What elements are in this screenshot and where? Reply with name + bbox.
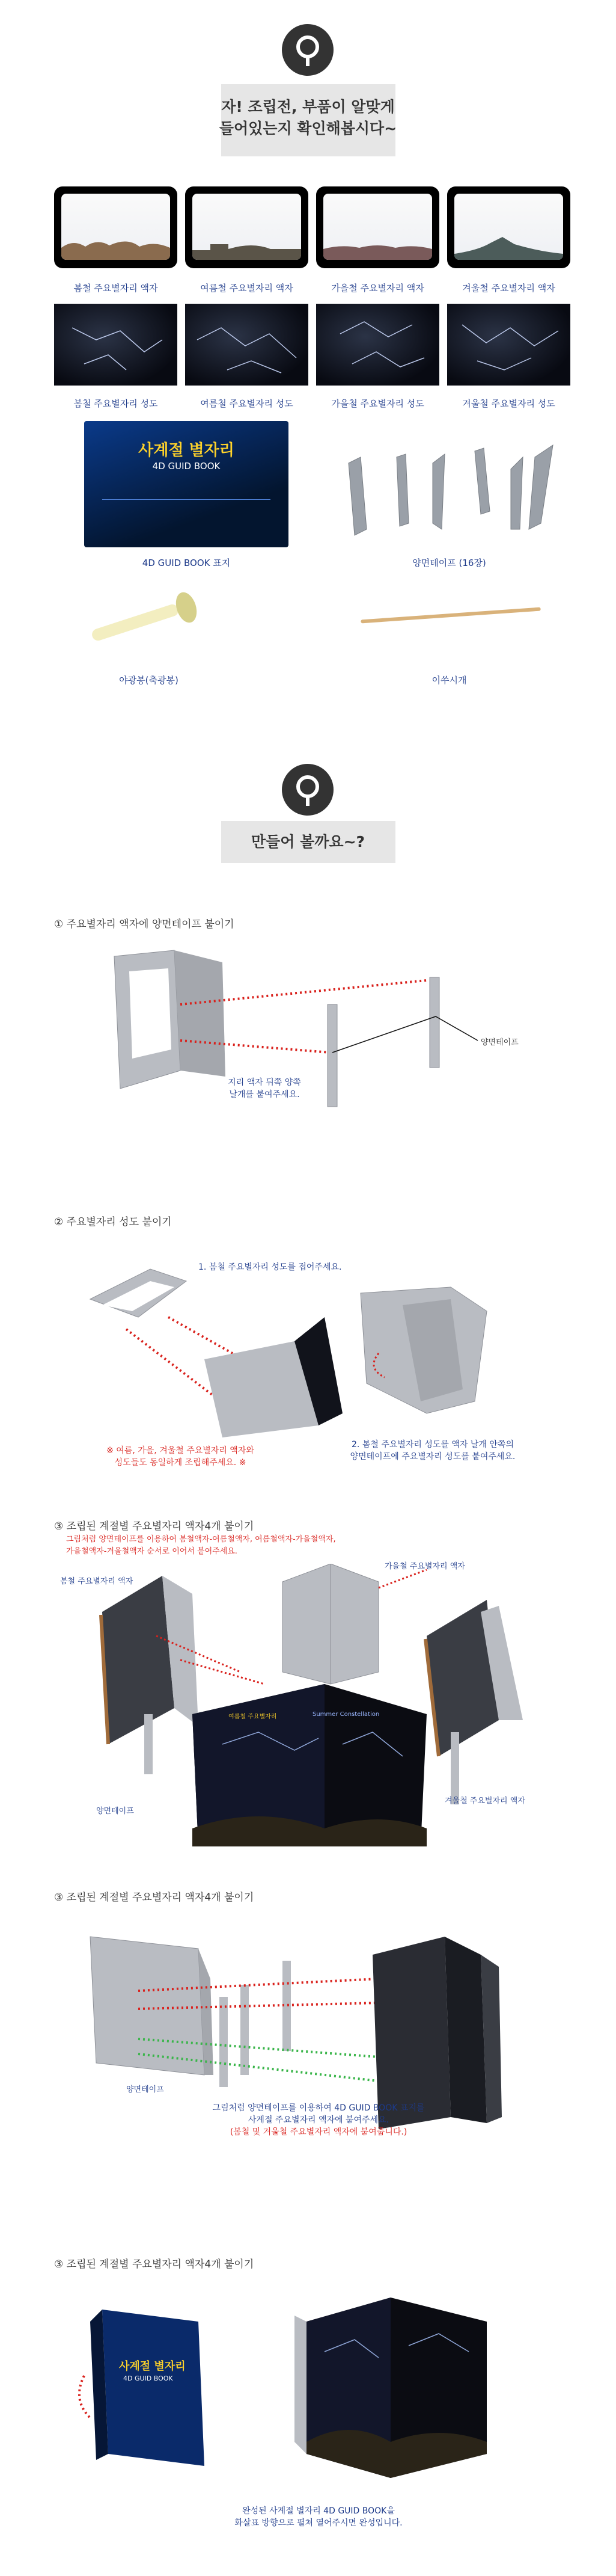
step2-red-line1: ※ 여름, 가을, 겨울철 주요별자리 액자와 <box>106 1446 254 1456</box>
parts-title-line2: 들어있는지 확인해봅시다~ <box>219 120 397 137</box>
book-cover-arc <box>102 499 270 536</box>
step5-heading: ③ 조립된 계절별 주요별자리 액자4개 붙이기 <box>54 2258 254 2270</box>
star-chart-spring <box>54 304 177 386</box>
parts-title <box>0 96 616 140</box>
step2-red-note <box>90 1445 270 1469</box>
book-cover-subtitle: 4D GUID BOOK <box>152 461 221 472</box>
toothpick-icon <box>361 607 541 624</box>
step5-note <box>180 2505 457 2529</box>
step3-label-tape: 양면테이프 <box>96 1807 134 1816</box>
light-stick-icon <box>78 583 210 662</box>
step1-tape-callout: 양면테이프 <box>481 1038 519 1047</box>
step2-heading: ② 주요별자리 성도 붙이기 <box>54 1216 172 1228</box>
frame-summer-label: 여름철 주요별자리 액자 <box>200 283 293 294</box>
step5-blue-line2: 화살표 방향으로 펼쳐 열어주시면 완성입니다. <box>234 2518 403 2528</box>
book-cover-title: 사계절 별자리 <box>138 441 234 460</box>
step3-red-line1: 그림처럼 양면테이프를 이용하여 봄철액자-여름철액자, 여름철액자-가을철액자, <box>66 1535 336 1544</box>
step2-red-line2: 성도들도 동일하게 조립해주세요. ※ <box>114 1458 246 1468</box>
step3-label-winter: 겨울철 주요별자리 액자 <box>445 1797 525 1806</box>
tape-strips-icon <box>337 439 565 541</box>
step5-book-big: 사계절 별자리 <box>119 2360 186 2373</box>
step2-instr2 <box>337 1439 529 1463</box>
step1-note <box>204 1077 325 1101</box>
tape-label: 양면테이프 (16장) <box>412 558 486 568</box>
toothpick-label: 이쑤시개 <box>432 675 467 686</box>
step3-screen-text1: 여름철 주요별자리 <box>228 1714 277 1720</box>
frame-autumn <box>316 186 439 268</box>
magnifier-badge <box>282 24 334 76</box>
star-chart-summer-label: 여름철 주요별자리 성도 <box>200 398 293 409</box>
frame-autumn-label: 가을철 주요별자리 액자 <box>331 283 424 294</box>
step5-book-small: 4D GUID BOOK <box>123 2375 173 2382</box>
parts-title-line1: 자! 조립전, 부품이 알맞게 <box>221 98 395 115</box>
step2-diagram <box>66 1251 559 1449</box>
book-cover <box>84 421 288 547</box>
step4-blue-line1: 그림처럼 양면테이프를 이용하여 4D GUID BOOK 표지를 <box>212 2103 425 2113</box>
step2-instr2-line1: 2. 봄철 주요별자리 성도를 액자 날개 안쪽의 <box>352 1440 514 1449</box>
step3-screen-text2: Summer Constellation <box>313 1711 380 1718</box>
step3-diagram <box>66 1564 559 1852</box>
book-cover-label: 4D GUID BOOK 표지 <box>142 558 231 568</box>
star-chart-winter <box>447 304 570 386</box>
frame-spring <box>54 186 177 268</box>
frame-spring-label: 봄철 주요별자리 액자 <box>73 283 158 294</box>
magnifier-badge-2 <box>282 764 334 816</box>
star-chart-winter-label: 겨울철 주요별자리 성도 <box>462 398 555 409</box>
step1-heading: ① 주요별자리 액자에 양면테이프 붙이기 <box>54 918 234 930</box>
frame-summer <box>185 186 308 268</box>
light-stick-label: 야광봉(축광봉) <box>119 675 178 686</box>
step4-label-tape: 양면테이프 <box>126 2085 164 2094</box>
step2-instr2-line2: 양면테이프에 주요별자리 성도를 붙여주세요. <box>350 1452 516 1462</box>
step4-note <box>180 2102 457 2138</box>
step5-diagram <box>66 2286 559 2490</box>
step1-note-line2: 날개를 붙여주세요. <box>229 1090 300 1099</box>
star-chart-summer <box>185 304 308 386</box>
star-chart-spring-label: 봄철 주요별자리 성도 <box>73 398 158 409</box>
magnifier-icon-2 <box>282 764 334 816</box>
step3-heading: ③ 조립된 계절별 주요별자리 액자4개 붙이기 <box>54 1520 254 1532</box>
step2-instr1: 1. 봄철 주요별자리 성도를 접어주세요. <box>198 1262 342 1272</box>
star-chart-autumn-label: 가을철 주요별자리 성도 <box>331 398 424 409</box>
step3-red-line2: 가을철액자-겨울철액자 순서로 이어서 붙여주세요. <box>66 1547 237 1556</box>
step3-red-note <box>66 1534 427 1558</box>
make-title: 만들어 볼까요~? <box>251 833 365 850</box>
star-chart-autumn <box>316 304 439 386</box>
step1-note-line1: 지리 액자 뒤쪽 양쪽 <box>228 1078 301 1087</box>
frame-winter <box>447 186 570 268</box>
frame-winter-label: 겨울철 주요별자리 액자 <box>462 283 555 294</box>
step3-label-spring: 봄철 주요별자리 액자 <box>60 1577 133 1586</box>
step4-blue-line2: 사계절 주요별자리 액자에 붙여주세요. <box>248 2115 389 2125</box>
step5-blue-line1: 완성된 사계절 별자리 4D GUID BOOK을 <box>242 2506 395 2516</box>
magnifier-icon <box>282 24 334 76</box>
step4-heading: ③ 조립된 계절별 주요별자리 액자4개 붙이기 <box>54 1892 254 1904</box>
step4-red-line: (봄철 및 겨울철 주요별자리 액자에 붙여줍니다.) <box>230 2127 407 2137</box>
step3-label-autumn: 가을철 주요별자리 액자 <box>385 1562 465 1571</box>
